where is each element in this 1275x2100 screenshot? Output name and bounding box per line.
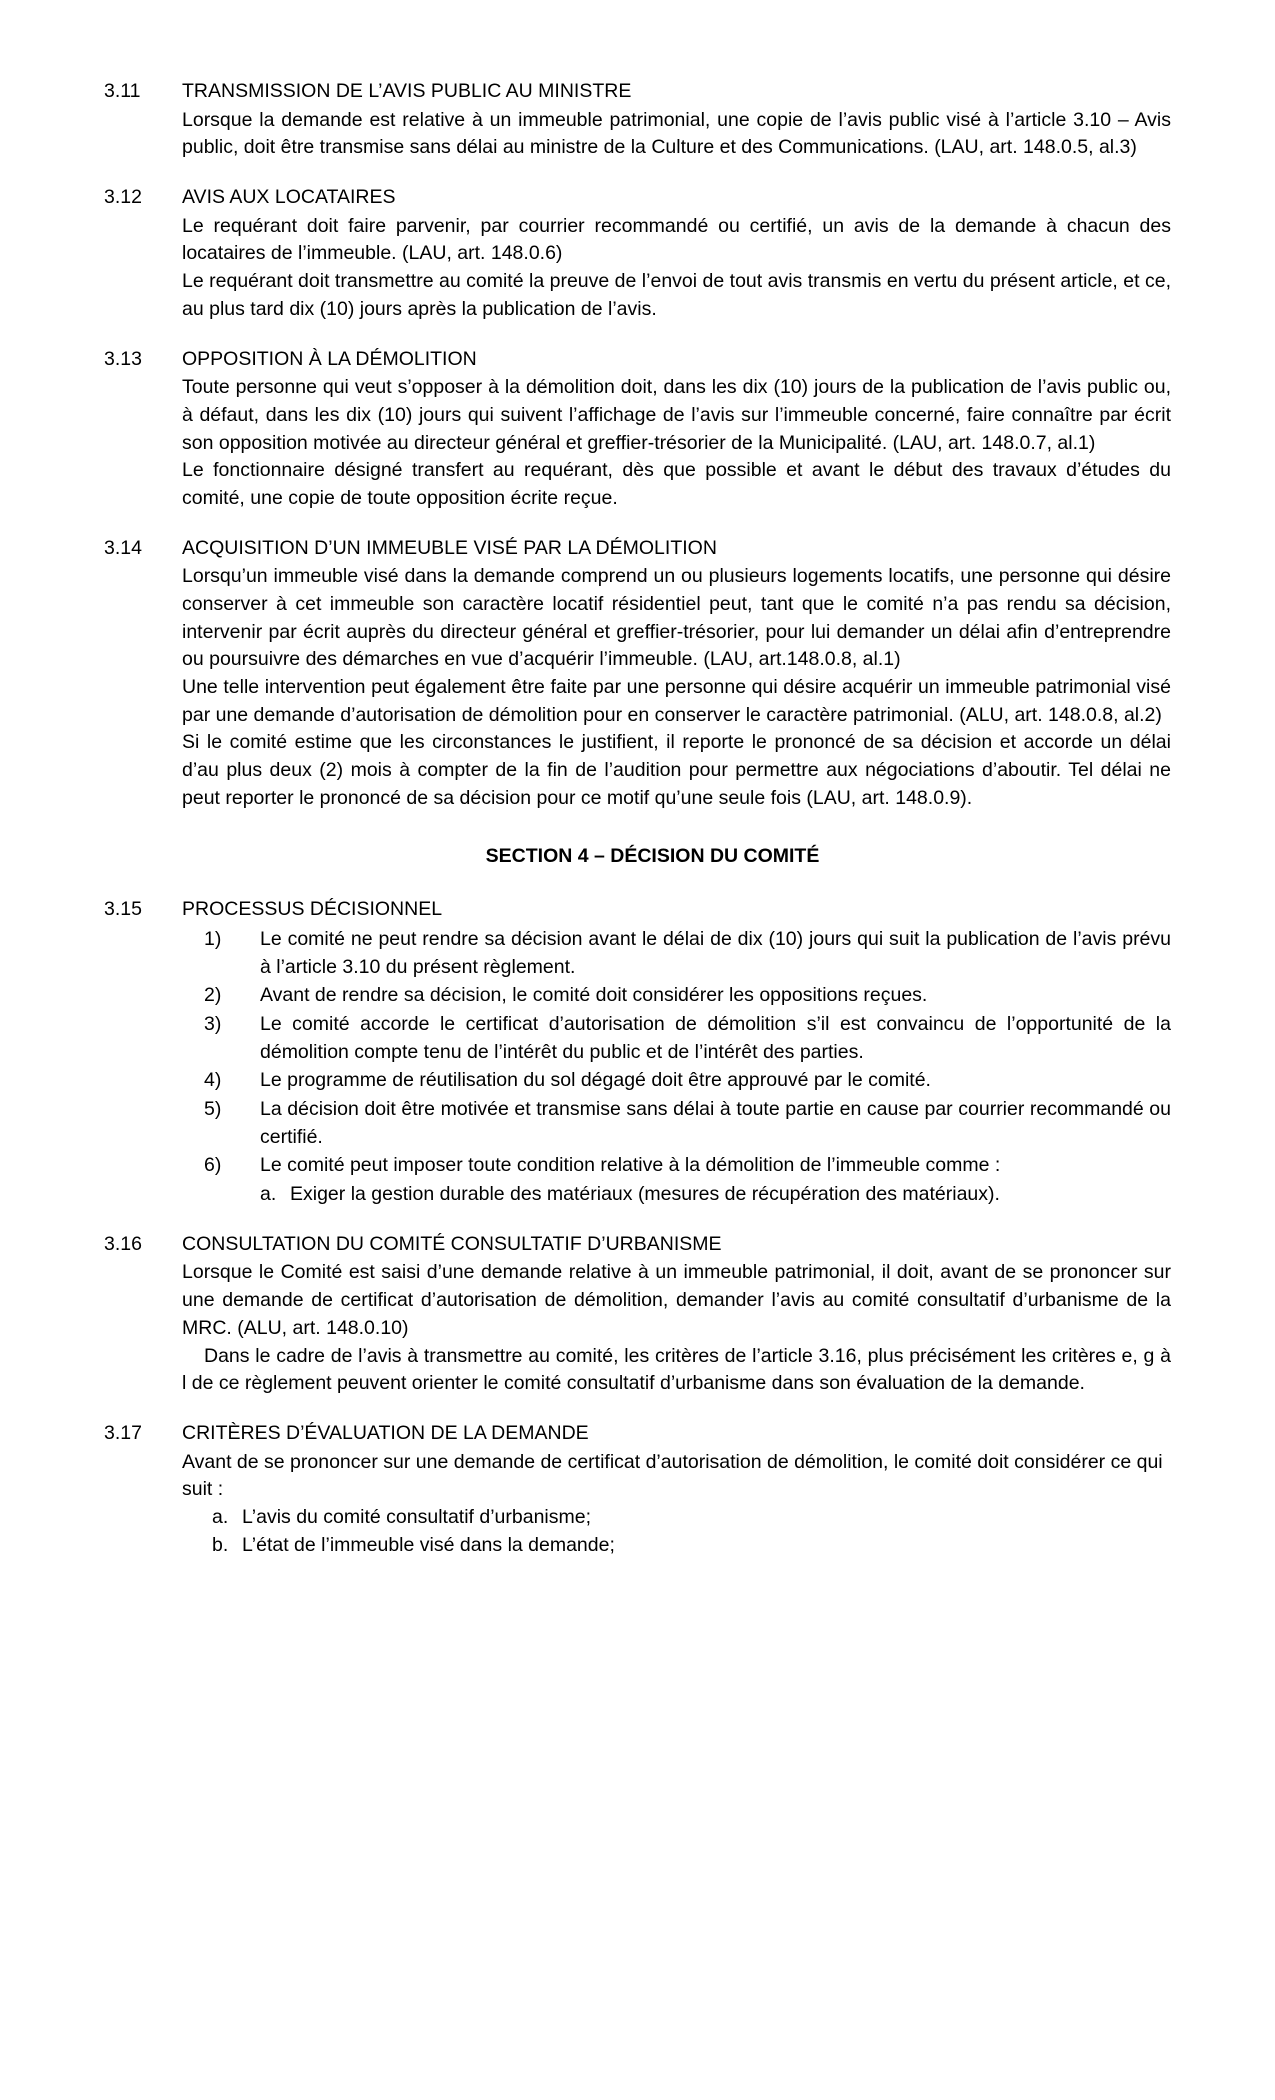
list-item-text: Le programme de réutilisation du sol dégagé doit être approuvé par le comité.: [260, 1069, 931, 1092]
list-item-text: Le comité peut imposer toute condition relative à la démolition de l’immeuble comme :: [260, 1154, 1001, 1177]
clause-heading: CONSULTATION DU COMITÉ CONSULTATIF D’URBANISME: [182, 1232, 722, 1255]
criteria-list: [212, 1504, 1171, 1559]
clause-heading: OPPOSITION À LA DÉMOLITION: [182, 347, 477, 370]
list-item: [182, 982, 1171, 1010]
clause-3-14: [104, 535, 1171, 813]
list-item-label: 2): [204, 984, 222, 1007]
list-item-label: a.: [260, 1183, 277, 1206]
clause-heading: CRITÈRES D’ÉVALUATION DE LA DEMANDE: [182, 1421, 589, 1444]
clause-paragraph: Si le comité estime que les circonstances le justifient, il reporte le prononcé de sa décision et accorde un délai d’au plus deux (2) mois à compter de la fin de l’audition pour permettre aux négociations d’aboutir. Tel délai ne peut reporter le prononcé de sa décision pour ce motif qu’une seule fois (LAU, art. 148.0.9).: [182, 731, 1171, 809]
list-item-label: 3): [204, 1012, 222, 1035]
clause-number: 3.12: [104, 186, 142, 209]
clause-number: 3.17: [104, 1421, 142, 1444]
clause-number: 3.16: [104, 1232, 142, 1255]
clause-heading: TRANSMISSION DE L’AVIS PUBLIC AU MINISTRE: [182, 80, 632, 102]
list-item-text: Avant de rendre sa décision, le comité doit considérer les oppositions reçues.: [260, 984, 928, 1007]
clause-number: 3.14: [104, 536, 142, 559]
clause-3-17: [104, 1420, 1171, 1559]
section-title: SECTION 4 – DÉCISION DU COMITÉ: [485, 844, 820, 867]
list-item: [212, 1504, 1171, 1532]
list-item: [182, 1096, 1171, 1151]
list-item-text: Exiger la gestion durable des matériaux (mesures de récupération des matériaux).: [290, 1183, 1000, 1206]
list-item: [182, 1067, 1171, 1095]
clause-heading: ACQUISITION D’UN IMMEUBLE VISÉ PAR LA DÉMOLITION: [182, 536, 717, 559]
clause-heading: PROCESSUS DÉCISIONNEL: [182, 898, 443, 921]
list-item: [212, 1532, 1171, 1560]
clause-3-12: [104, 184, 1171, 323]
list-item-label: 5): [204, 1098, 222, 1120]
clause-3-11: [104, 78, 1171, 162]
clause-paragraph: Le requérant doit transmettre au comité la preuve de l’envoi de tout avis transmis en vertu du présent article, et ce, au plus tard dix (10) jours après la publication de l’avis.: [182, 270, 1171, 320]
list-item-text: L’avis du comité consultatif d’urbanisme;: [242, 1505, 592, 1528]
clause-3-15: [104, 896, 1171, 1209]
list-item: [260, 1181, 1171, 1209]
clause-paragraph: Une telle intervention peut également être faite par une personne qui désire acquérir un immeuble patrimonial visé par une demande d’autorisation de démolition pour en conserver le caractère patrimonial. (ALU, art. 148.0.8, al.2): [182, 676, 1171, 726]
list-item: [182, 1011, 1171, 1066]
list-item: [182, 926, 1171, 981]
clause-3-13: [104, 346, 1171, 513]
clause-number: 3.15: [104, 898, 142, 921]
list-item-label: 1): [204, 927, 222, 950]
clause-paragraph: Toute personne qui veut s’opposer à la démolition doit, dans les dix (10) jours de la publication de l’avis public ou, à défaut, dans les dix (10) jours qui suivent l’affichage de l’avis sur l’immeuble concerné, faire connaître par écrit son opposition motivée au directeur général et greffier-trésorier de la Municipalité. (LAU, art. 148.0.7, al.1): [182, 376, 1171, 454]
clause-paragraph: Dans le cadre de l’avis à transmettre au comité, les critères de l’article 3.16, plus précisément les critères e, g à l de ce règlement peuvent orienter le comité consultatif d’urbanisme dans son évaluation de la demande.: [182, 1344, 1171, 1395]
list-item-text: Le comité accorde le certificat d’autorisation de démolition s’il est convaincu de l’opportunité de la démolition compte tenu de l’intérêt du public et de l’intérêt des parties.: [260, 1012, 1171, 1063]
clause-heading: AVIS AUX LOCATAIRES: [182, 186, 396, 209]
list-item-label: a.: [212, 1505, 229, 1528]
clause-paragraph: Le fonctionnaire désigné transfert au requérant, dès que possible et avant le début des travaux d’études du comité, une copie de toute opposition écrite reçue.: [182, 459, 1171, 509]
list-item-text: L’état de l’immeuble visé dans la demande;: [242, 1533, 615, 1556]
list-item-label: b.: [212, 1533, 229, 1556]
list-item-label: 6): [204, 1154, 222, 1177]
clause-number: 3.13: [104, 347, 142, 370]
clause-paragraph: Lorsque la demande est relative à un immeuble patrimonial, une copie de l’avis public visé à l’article 3.10 – Avis public, doit être transmise sans délai au ministre de la Culture et des Communications. (LAU, art. 148.0.5, al.3): [182, 108, 1171, 159]
clause-paragraph: Avant de se prononcer sur une demande de certificat d’autorisation de démolition, le comité doit considérer ce qui suit :: [182, 1450, 1163, 1501]
list-item-text: La décision doit être motivée et transmise sans délai à toute partie en cause par courrier recommandé ou certifié.: [260, 1098, 1171, 1148]
list-item: [182, 1152, 1171, 1180]
clause-3-16: [104, 1231, 1171, 1398]
clause-paragraph: Lorsque le Comité est saisi d’une demande relative à un immeuble patrimonial, il doit, avant de se prononcer sur une demande de certificat d’autorisation de démolition, demander l’avis au comité consultatif d’urbanisme de la MRC. (ALU, art. 148.0.10): [182, 1261, 1171, 1339]
decision-process-list: [182, 926, 1171, 1180]
document-body: [104, 78, 1171, 1559]
list-item-label: 4): [204, 1069, 222, 1092]
clause-paragraph: Lorsqu’un immeuble visé dans la demande comprend un ou plusieurs logements locatifs, une personne qui désire conserver à cet immeuble son caractère locatif résidentiel peut, tant que le comité n’a pas rendu sa décision, intervenir par écrit auprès du directeur général et greffier-trésorier, pour lui demander un délai afin d’entreprendre ou poursuivre des démarches en vue d’acquérir l’immeuble. (LAU, art.148.0.8, al.1): [182, 565, 1171, 671]
list-item-text: Le comité ne peut rendre sa décision avant le délai de dix (10) jours qui suit la publication de l’avis prévu à l’article 3.10 du présent règlement.: [260, 927, 1171, 978]
clause-paragraph: Le requérant doit faire parvenir, par courrier recommandé ou certifié, un avis de la demande à chacun des locataires de l’immeuble. (LAU, art. 148.0.6): [182, 214, 1171, 265]
clause-number: 3.11: [104, 80, 141, 102]
decision-condition-sublist: [260, 1181, 1171, 1209]
